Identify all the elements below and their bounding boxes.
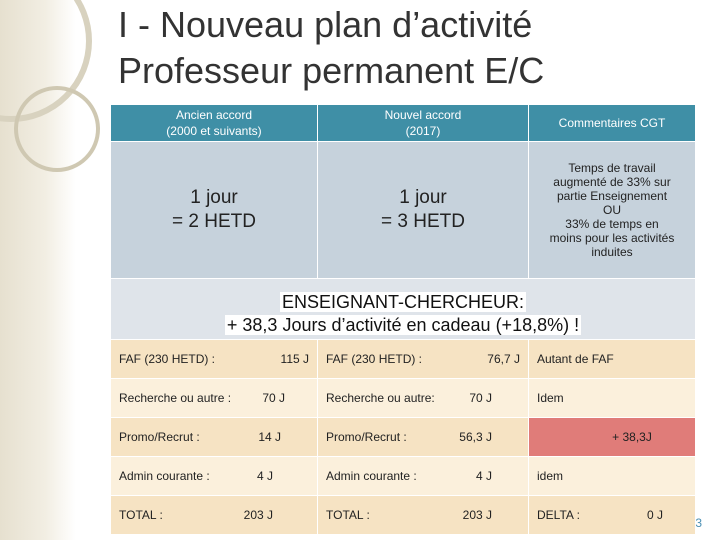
comment-label: DELTA : (537, 508, 580, 522)
left-decorative-bar (0, 0, 76, 540)
enseignant-chercheur-cell (111, 279, 696, 340)
ancien-jour-line1: 1 jour (190, 187, 238, 208)
header-nouvel (318, 105, 529, 142)
highlight-cell (529, 418, 696, 457)
nouvel-jour-cell (318, 142, 529, 279)
comment-label: idem (537, 469, 564, 483)
comment-line: OU (603, 203, 621, 217)
nouvel-value: 203 J (462, 508, 492, 522)
header-commentaires-label: Commentaires CGT (558, 116, 666, 130)
table-row (111, 418, 696, 457)
ancien-label: Recherche ou autre : (119, 391, 232, 405)
table-row (111, 457, 696, 496)
header-row (111, 105, 696, 142)
page-number: 3 (695, 516, 702, 530)
comment-label: Idem (537, 391, 564, 405)
decorative-ring-small (14, 86, 100, 172)
table-row (111, 379, 696, 418)
header-nouvel-line1: Nouvel accord (384, 108, 462, 122)
comment-label: + 38,3J (612, 430, 652, 444)
comment-line: moins pour les activités (549, 231, 675, 245)
enseignant-chercheur-row (111, 279, 696, 340)
comment-value: 0 J (646, 508, 663, 522)
header-commentaires (529, 105, 696, 142)
title-line-2: Professeur permanent E/C (118, 50, 545, 91)
ancien-label: FAF (230 HETD) : (119, 352, 216, 366)
ancien-value: 14 J (258, 430, 281, 444)
comment-line: augmenté de 33% sur (553, 175, 671, 189)
ancien-value: 70 J (262, 391, 285, 405)
nouvel-label: Admin courante : (326, 469, 417, 483)
title-line-1: I - Nouveau plan d’activité (118, 4, 533, 45)
ec-gain: + 38,3 Jours d’activité en cadeau (+18,8%) ! (226, 315, 580, 335)
comment-line: Temps de travail (568, 161, 656, 175)
nouvel-value: 70 J (469, 391, 492, 405)
header-ancien (111, 105, 318, 142)
ancien-value: 115 J (280, 352, 309, 366)
nouvel-value: 56,3 J (459, 430, 492, 444)
header-ancien-line2: (2000 et suivants) (166, 124, 262, 138)
table-row (111, 496, 696, 535)
ancien-value: 4 J (256, 469, 273, 483)
ancien-value: 203 J (243, 508, 273, 522)
header-nouvel-line2: (2017) (405, 124, 441, 138)
comment-line: induites (591, 245, 633, 259)
jour-hetd-row (111, 142, 696, 279)
nouvel-label: Recherche ou autre: (326, 391, 435, 405)
nouvel-label: FAF (230 HETD) : (326, 352, 423, 366)
nouvel-jour-line1: 1 jour (399, 187, 447, 208)
header-ancien-line1: Ancien accord (175, 108, 253, 122)
comment-cell (529, 142, 696, 279)
nouvel-label: Promo/Recrut : (326, 430, 407, 444)
comment-line: 33% de temps en (565, 217, 659, 231)
nouvel-jour-line2: = 3 HETD (381, 211, 465, 232)
ancien-jour-cell (111, 142, 318, 279)
comparison-table (110, 104, 696, 535)
table-row (111, 340, 696, 379)
nouvel-value: 4 J (475, 469, 492, 483)
nouvel-label: TOTAL : (326, 508, 370, 522)
ancien-jour-line2: = 2 HETD (172, 211, 256, 232)
ancien-label: Promo/Recrut : (119, 430, 200, 444)
comment-line: partie Enseignement (556, 189, 668, 203)
nouvel-value: 76,7 J (487, 352, 520, 366)
slide-title (118, 2, 544, 94)
ancien-label: Admin courante : (119, 469, 210, 483)
ec-heading: ENSEIGNANT-CHERCHEUR: (281, 292, 525, 312)
ancien-label: TOTAL : (119, 508, 163, 522)
comment-label: Autant de FAF (537, 352, 614, 366)
